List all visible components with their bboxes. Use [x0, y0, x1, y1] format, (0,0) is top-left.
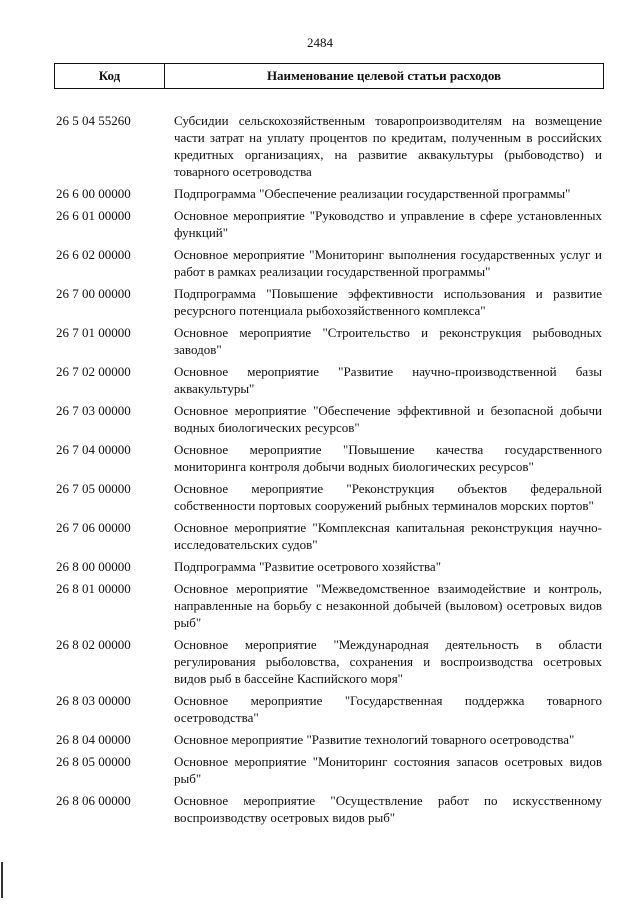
row-name: Подпрограмма "Повышение эффективности использования и развитие ресурсного потенциала рыбохозяйственного комплекса": [174, 286, 602, 318]
table-row: [54, 636, 614, 687]
row-code: 26 8 04 00000: [56, 732, 131, 747]
row-name: Основное мероприятие "Мониторинг выполнения государственных услуг и работ в рамках реализации государственной программы": [174, 247, 602, 279]
table-row: [54, 246, 614, 280]
row-name: Основное мероприятие "Межведомственное взаимодействие и контроль, направленные на борьбу с незаконной добычей (выловом) осетровых видов рыб": [174, 581, 602, 630]
table-body: [54, 112, 614, 831]
table-row: [54, 519, 614, 553]
table-row: [54, 324, 614, 358]
row-name: Основное мероприятие "Комплексная капитальная реконструкция научно-исследовательских судов": [174, 520, 602, 552]
table-row: [54, 363, 614, 397]
row-name: Основное мероприятие "Государственная поддержка товарного осетроводства": [174, 693, 602, 725]
row-code: 26 5 04 55260: [56, 113, 131, 128]
row-code: 26 7 01 00000: [56, 325, 131, 340]
row-code: 26 8 05 00000: [56, 754, 131, 769]
row-name: Основное мероприятие "Международная деятельность в области регулирования рыболовства, сохранения и воспроизводства осетровых видов рыб в бассейне Каспийского моря": [174, 637, 602, 686]
table-row: [54, 753, 614, 787]
row-name: Субсидии сельскохозяйственным товаропроизводителям на возмещение части затрат на уплату процентов по кредитам, полученным в российских кредитных организациях, на развитие аквакультуры (рыбоводство) и товарного осетроводства: [174, 113, 602, 179]
row-code: 26 7 06 00000: [56, 520, 131, 535]
table-row: [54, 402, 614, 436]
page-number: 2484: [307, 35, 333, 50]
row-name: Основное мероприятие "Обеспечение эффективной и безопасной добычи водных биологических ресурсов": [174, 403, 602, 435]
table-row: [54, 731, 614, 748]
row-name: Основное мероприятие "Развитие научно-производственной базы аквакультуры": [174, 364, 602, 396]
row-code: 26 8 06 00000: [56, 793, 131, 808]
row-name: Подпрограмма "Развитие осетрового хозяйства": [174, 559, 442, 574]
row-code: 26 8 00 00000: [56, 559, 131, 574]
row-code: 26 7 05 00000: [56, 481, 131, 496]
row-name: Основное мероприятие "Мониторинг состояния запасов осетровых видов рыб": [174, 754, 602, 786]
table-row: [54, 480, 614, 514]
table-row: [54, 441, 614, 475]
row-code: 26 7 03 00000: [56, 403, 131, 418]
table-row: [54, 285, 614, 319]
row-code: 26 7 02 00000: [56, 364, 131, 379]
table-row: [54, 112, 614, 180]
table-row: [54, 580, 614, 631]
header-name: Наименование целевой статьи расходов: [266, 68, 502, 83]
table-header: [54, 63, 604, 89]
row-code: 26 6 01 00000: [56, 208, 131, 223]
table-row: [54, 792, 614, 826]
table-row: [54, 185, 614, 202]
row-name: Основное мероприятие "Строительство и реконструкция рыбоводных заводов": [174, 325, 602, 357]
row-code: 26 7 00 00000: [56, 286, 131, 301]
row-code: 26 8 01 00000: [56, 581, 131, 596]
row-code: 26 7 04 00000: [56, 442, 131, 457]
row-code: 26 8 03 00000: [56, 693, 131, 708]
table-row: [54, 207, 614, 241]
row-name: Основное мероприятие "Руководство и управление в сфере установленных функций": [174, 208, 602, 240]
row-name: Основное мероприятие "Осуществление работ по искусственному воспроизводству осетровых видов рыб": [174, 793, 602, 825]
row-code: 26 8 02 00000: [56, 637, 131, 652]
row-name: Подпрограмма "Обеспечение реализации государственной программы": [174, 186, 571, 201]
row-name: Основное мероприятие "Реконструкция объектов федеральной собственности портовых сооружений рыбных терминалов морских портов": [174, 481, 602, 513]
table-row: [54, 558, 614, 575]
header-code: Код: [55, 64, 165, 88]
table-row: [54, 692, 614, 726]
scan-margin-mark: [1, 862, 3, 898]
row-code: 26 6 00 00000: [56, 186, 131, 201]
row-name: Основное мероприятие "Развитие технологий товарного осетроводства": [174, 732, 575, 747]
row-code: 26 6 02 00000: [56, 247, 131, 262]
row-name: Основное мероприятие "Повышение качества государственного мониторинга контроля добычи водных биологических ресурсов": [174, 442, 602, 474]
